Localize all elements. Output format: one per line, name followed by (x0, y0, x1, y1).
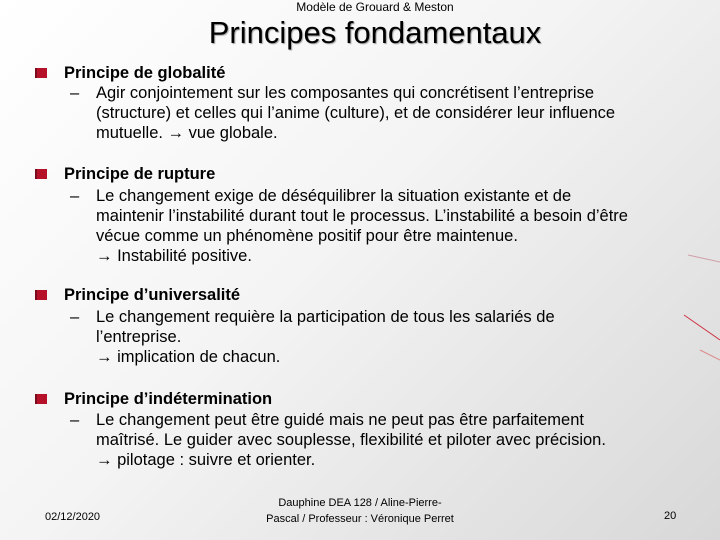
text-line: Le changement exige de déséquilibrer la situation existante et de (96, 187, 572, 205)
dash-marker: – (70, 411, 80, 429)
text-line: Agir conjointement sur les composantes qui concrétisent l’entreprise (96, 84, 594, 102)
slide-subtitle: Modèle de Grouard & Meston (296, 0, 454, 14)
text-line: l’entreprise. (96, 328, 182, 346)
text-line: Le changement requière la participation de tous les salariés de (96, 308, 555, 326)
principle-text-universalite (70, 307, 716, 367)
principle-heading-universalite: Principe d’universalité (64, 286, 241, 304)
text-line: vécue comme un phénomène positif pour être maintenue. (96, 227, 518, 245)
text-line: (structure) et celles qui l’anime (culture), et de considérer leur influence (96, 104, 616, 122)
slide-title: Principes fondamentaux (208, 15, 542, 50)
text-line: mutuelle. → vue globale. (96, 124, 278, 142)
footer-author (230, 495, 490, 527)
dash-marker: – (70, 84, 80, 102)
text-line: → implication de chacun. (96, 348, 281, 366)
principle-text-globalite (70, 83, 716, 143)
footer-author-line: Dauphine DEA 128 / Aline-Pierre- (278, 497, 442, 509)
page-number: 20 (664, 510, 677, 522)
text-line: maintenir l’instabilité durant tout le processus. L’instabilité a besoin d’être (96, 207, 628, 225)
principle-heading-rupture: Principe de rupture (64, 165, 216, 183)
principle-text-indetermination (70, 410, 716, 470)
text-line: maîtrisé. Le guider avec souplesse, flexibilité et piloter avec précision. (96, 431, 606, 449)
principle-heading-globalite: Principe de globalité (64, 64, 226, 82)
text-line: Le changement peut être guidé mais ne peut pas être parfaitement (96, 411, 584, 429)
footer-author-line: Pascal / Professeur : Véronique Perret (266, 513, 454, 525)
principle-text-rupture (70, 186, 716, 266)
dash-marker: – (70, 308, 80, 326)
footer-date: 02/12/2020 (45, 511, 101, 523)
principle-heading-indetermination: Principe d’indétermination (64, 390, 273, 408)
text-line: → pilotage : suivre et orienter. (96, 451, 316, 469)
dash-marker: – (70, 187, 80, 205)
text-line: → Instabilité positive. (96, 247, 252, 265)
